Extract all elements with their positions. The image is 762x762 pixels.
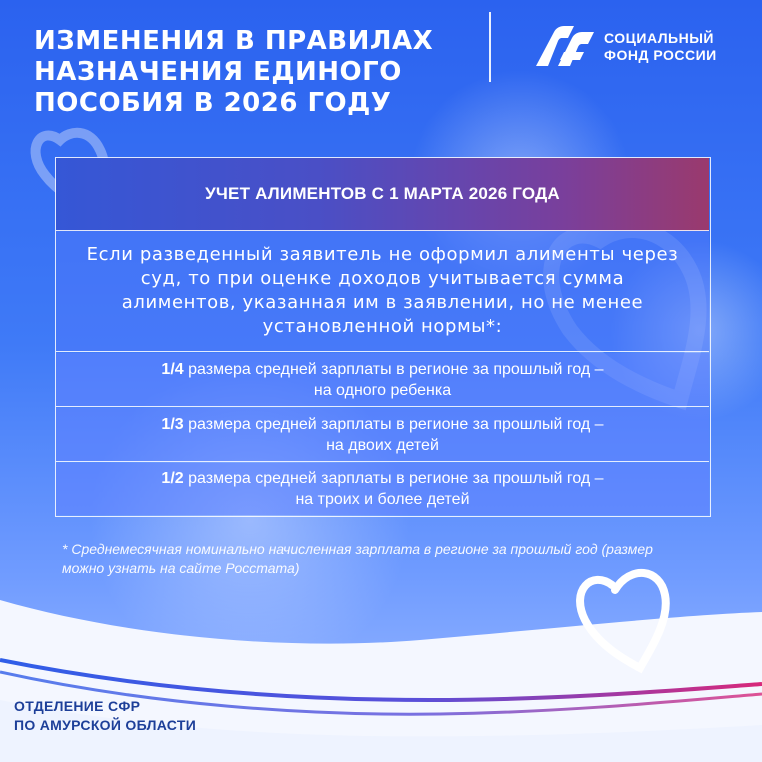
- department-line-2: ПО АМУРСКОЙ ОБЛАСТИ: [14, 717, 197, 733]
- title-line-3: ПОСОБИЯ В 2026 ГОДУ: [34, 88, 392, 118]
- row-text-a: размера средней зарплаты в регионе за прошлый год –: [183, 415, 604, 433]
- header-divider: [489, 12, 491, 82]
- table-row-text: [141, 468, 623, 510]
- table-row-text: [141, 359, 623, 401]
- table-description-row: [56, 231, 709, 352]
- row-text-a: размера средней зарплаты в регионе за прошлый год –: [183, 360, 604, 378]
- footnote: * Среднемесячная номинально начисленная зарплата в регионе за прошлый год (размер можно узнать на сайте Росстата): [62, 541, 653, 576]
- department-line-1: ОТДЕЛЕНИЕ СФР: [14, 698, 141, 714]
- brand-name: [604, 30, 717, 64]
- brand-line-2: ФОНД РОССИИ: [604, 47, 717, 63]
- department-name: [14, 697, 196, 735]
- table-row: [56, 353, 709, 407]
- row-text-b: на троих и более детей: [295, 491, 470, 508]
- title-line-1: ИЗМЕНЕНИЯ В ПРАВИЛАХ: [34, 26, 434, 56]
- alimony-table: [55, 157, 711, 517]
- fraction-value: 1/2: [161, 470, 184, 487]
- brand-line-1: СОЦИАЛЬНЫЙ: [604, 30, 714, 46]
- table-header: УЧЕТ АЛИМЕНТОВ С 1 МАРТА 2026 ГОДА: [56, 158, 709, 231]
- sfr-logo-icon: [528, 22, 600, 74]
- table-description: Если разведенный заявитель не оформил алименты через суд, то при оценке доходов учитывается сумма алиментов, указанная им в заявлении, но не менее установленной нормы*:: [86, 244, 679, 337]
- row-text-b: на двоих детей: [326, 436, 439, 454]
- fraction-value: 1/3: [161, 415, 184, 433]
- table-row-text: [141, 414, 623, 456]
- row-text-b: на одного ребенка: [313, 381, 452, 399]
- fraction-value: 1/4: [161, 360, 184, 378]
- table-row: [56, 463, 709, 515]
- title-line-2: НАЗНАЧЕНИЯ ЕДИНОГО: [34, 57, 402, 87]
- page-title: [34, 26, 454, 119]
- table-row: [56, 408, 709, 462]
- row-text-a: размера средней зарплаты в регионе за прошлый год –: [183, 470, 604, 487]
